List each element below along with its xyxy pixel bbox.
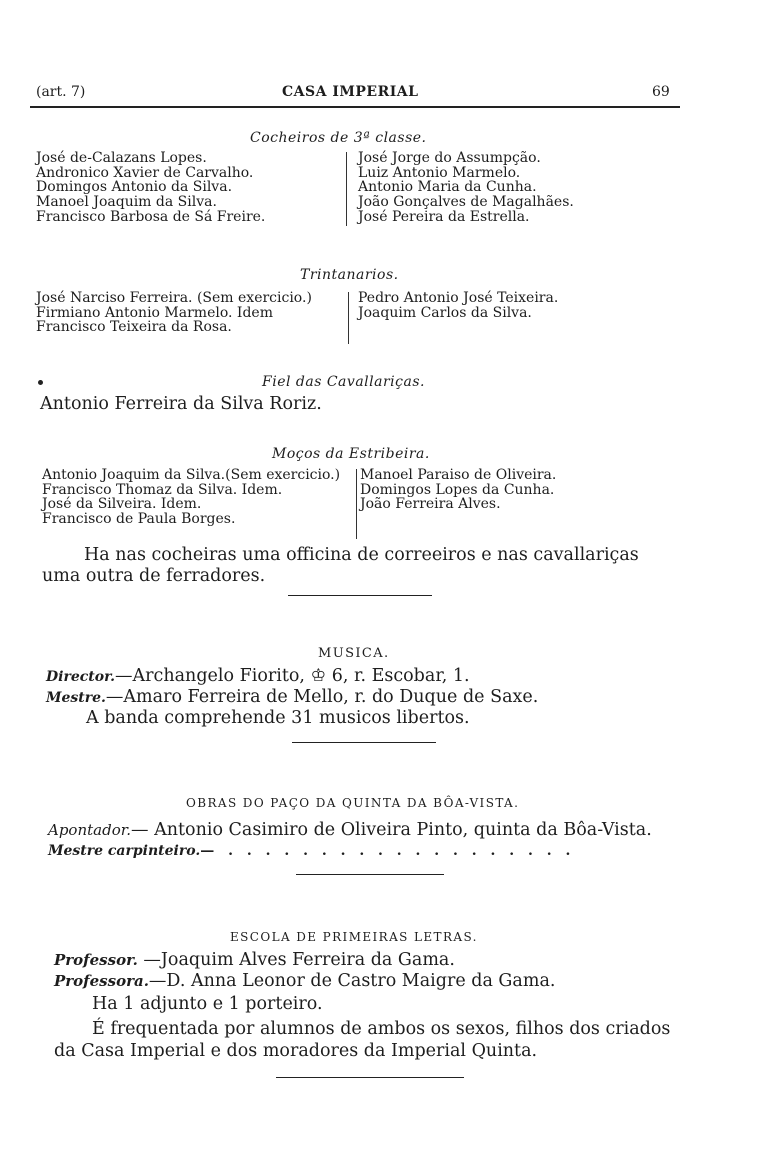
- list-item: Manoel Paraiso de Oliveira.: [360, 467, 557, 483]
- list-item: Francisco Teixeira da Rosa.: [36, 319, 232, 336]
- cocheiros-left-list: [36, 151, 265, 225]
- escola-professor-line: [54, 950, 455, 970]
- list-item: Joaquim Carlos da Silva.: [358, 304, 532, 321]
- trintanarios-left-list: [36, 291, 312, 335]
- musica-director-line: [46, 666, 470, 687]
- column-divider: [356, 469, 357, 539]
- cocheiros-right-list: [358, 151, 574, 225]
- list-item: João Gonçalves de Magalhães.: [358, 194, 574, 211]
- fiel-title: Fiel das Cavallariças.: [262, 374, 425, 390]
- apontador-label: Apontador.: [48, 821, 132, 839]
- fiel-name: Antonio Ferreira da Silva Roriz.: [40, 394, 322, 414]
- column-divider: [346, 152, 347, 226]
- section-rule: [296, 874, 444, 875]
- escola-line: Ha 1 adjunto e 1 porteiro.: [92, 994, 323, 1014]
- musica-title: MUSICA.: [318, 646, 390, 661]
- obras-title: OBRAS DO PAÇO DA QUINTA DA BÔA-VISTA.: [186, 796, 520, 810]
- musica-banda: A banda comprehende 31 musicos libertos.: [86, 708, 470, 728]
- list-item: Firmiano Antonio Marmelo. Idem: [36, 304, 273, 321]
- list-item: Domingos Antonio da Silva.: [36, 179, 233, 196]
- page-number: 69: [652, 84, 670, 100]
- list-item: João Ferreira Alves.: [360, 496, 501, 513]
- escola-title: ESCOLA DE PRIMEIRAS LETRAS.: [230, 930, 478, 944]
- list-item: José Pereira da Estrella.: [358, 208, 530, 225]
- list-item: José Jorge do Assumpção.: [358, 150, 541, 166]
- page-heading: CASA IMPERIAL: [282, 84, 419, 100]
- list-item: José de-Calazans Lopes.: [36, 150, 207, 166]
- list-item: Manoel Joaquim da Silva.: [36, 194, 217, 211]
- list-item: Francisco Barbosa de Sá Freire.: [36, 208, 266, 225]
- mocos-left-list: [42, 468, 340, 527]
- mestre-text: —Amaro Ferreira de Mello, r. do Duque de Saxe.: [105, 687, 539, 707]
- professor-label: Professor.: [54, 951, 138, 969]
- list-item: Pedro Antonio José Teixeira.: [358, 290, 559, 306]
- apontador-text: — Antonio Casimiro de Oliveira Pinto, quinta da Bôa-Vista.: [131, 820, 652, 840]
- list-item: Domingos Lopes da Cunha.: [360, 481, 555, 498]
- escola-line: da Casa Imperial e dos moradores da Imperial Quinta.: [54, 1041, 538, 1061]
- cocheiros-title: Cocheiros de 3ª classe.: [250, 130, 427, 146]
- director-label: Director.: [46, 669, 116, 685]
- trintanarios-title: Trintanarios.: [300, 267, 399, 283]
- section-rule: [276, 1077, 464, 1078]
- mestre-carpinteiro-label: Mestre carpinteiro.: [48, 843, 201, 859]
- mestre-carpinteiro-text: — . . . . . . . . . . . . . . . . . . .: [200, 843, 575, 859]
- professora-label: Professora.: [54, 972, 149, 990]
- list-item: Francisco Thomaz da Silva. Idem.: [42, 481, 283, 498]
- mestre-label: Mestre.: [46, 690, 106, 706]
- musica-mestre-line: [46, 687, 538, 708]
- professor-text: —Joaquim Alves Ferreira da Gama.: [137, 950, 455, 970]
- mocos-right-list: [360, 468, 556, 512]
- list-item: José Narciso Ferreira. (Sem exercicio.): [36, 290, 312, 306]
- section-rule: [288, 595, 432, 596]
- bullet-mark: [38, 380, 43, 385]
- mocos-title: Moços da Estribeira.: [272, 446, 430, 462]
- escola-professora-line: [54, 971, 555, 991]
- obras-apontador-line: [48, 820, 652, 840]
- professora-text: —D. Anna Leonor de Castro Maigre da Gama.: [148, 971, 556, 991]
- list-item: Antonio Maria da Cunha.: [358, 179, 537, 196]
- page-section-ref: (art. 7): [36, 84, 86, 100]
- obras-mestre-line: [48, 843, 575, 859]
- list-item: Andronico Xavier de Carvalho.: [36, 164, 254, 181]
- list-item: Francisco de Paula Borges.: [42, 511, 236, 528]
- list-item: Luiz Antonio Marmelo.: [358, 164, 521, 181]
- escola-line: É frequentada por alumnos de ambos os sexos, filhos dos criados: [92, 1019, 671, 1039]
- trintanarios-right-list: [358, 291, 558, 320]
- mocos-note-line: Ha nas cocheiras uma officina de correeiros e nas cavallariças: [84, 545, 639, 565]
- list-item: Antonio Joaquim da Silva.(Sem exercicio.): [42, 467, 341, 483]
- director-text: —Archangelo Fiorito, ♔ 6, r. Escobar, 1.: [115, 666, 470, 686]
- header-rule: [30, 106, 680, 108]
- mocos-note-line: uma outra de ferradores.: [42, 566, 266, 586]
- section-rule: [292, 742, 436, 743]
- list-item: José da Silveira. Idem.: [42, 496, 202, 513]
- column-divider: [348, 292, 349, 344]
